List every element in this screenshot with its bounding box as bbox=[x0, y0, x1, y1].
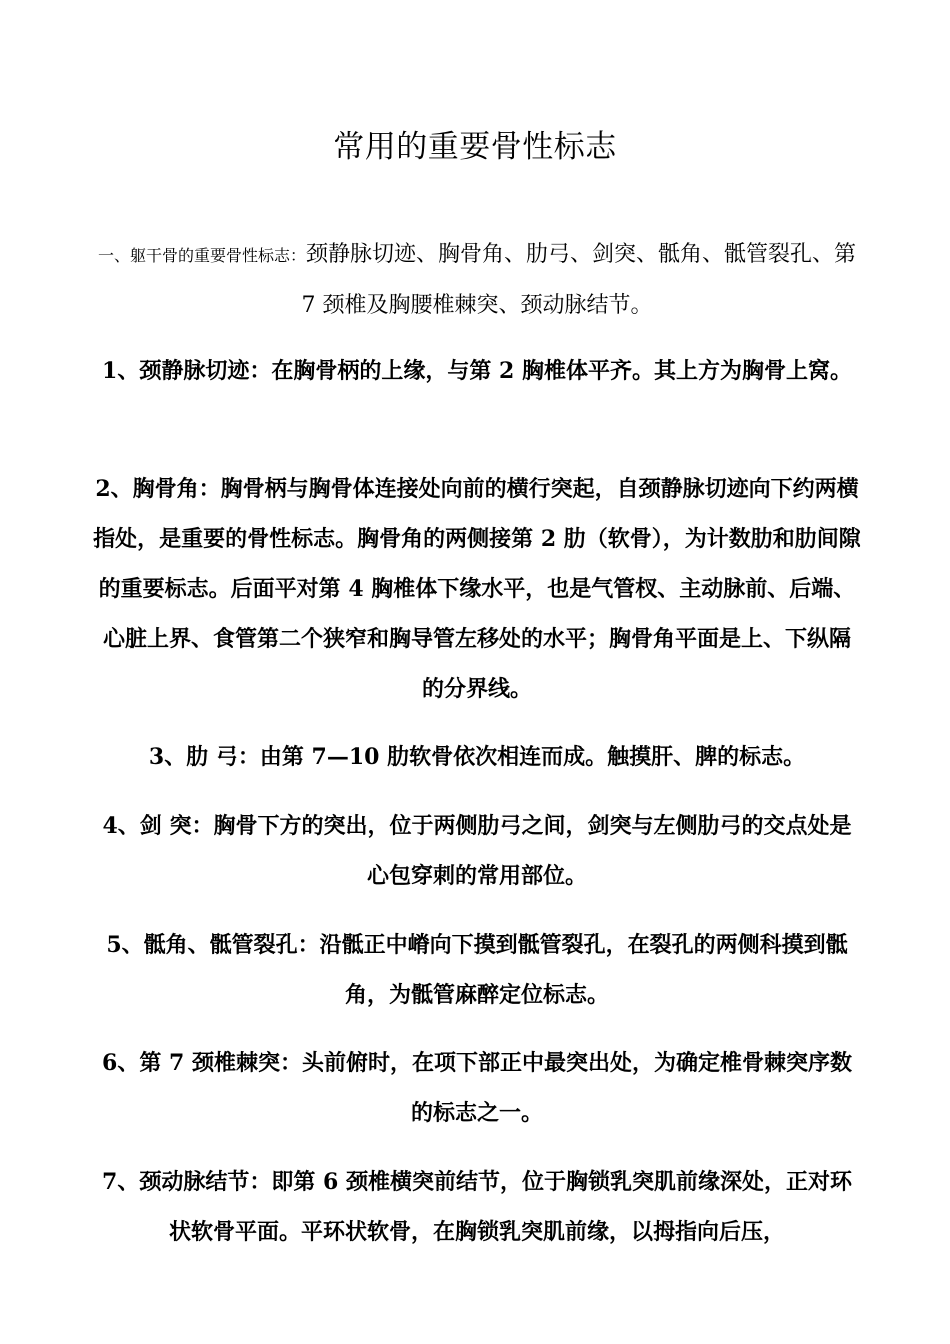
item-sacral-hiatus bbox=[93, 920, 861, 1020]
item-text: 即第 6 颈椎横突前结节，位于胸锁乳突肌前缘深处，正对环状软骨平面。平环状软骨，在胸锁乳突肌前缘，以拇指向后压， bbox=[168, 1169, 852, 1245]
item-label: 6、第 7 颈椎棘突： bbox=[102, 1050, 302, 1076]
section-heading-prefix: 一、躯干骨的重要骨性标志： bbox=[97, 246, 306, 265]
item-text: 由第 7—10 肋软骨依次相连而成。触摸肝、脾的标志。 bbox=[259, 744, 806, 770]
item-xiphoid-process bbox=[93, 801, 861, 901]
page-title: 常用的重要骨性标志 bbox=[333, 128, 617, 165]
item-sternal-angle bbox=[93, 464, 861, 714]
section-heading-list: 颈静脉切迹、胸骨角、肋弓、剑突、骶角、骶管裂孔、第 7 颈椎及胸腰椎棘突、颈动脉结节。 bbox=[301, 242, 857, 318]
item-label: 1、颈静脉切迹： bbox=[102, 358, 272, 384]
item-text: 沿骶正中嵴向下摸到骶管裂孔，在裂孔的两侧科摸到骶角，为骶管麻醉定位标志。 bbox=[319, 932, 848, 1008]
item-c7-spinous-process bbox=[93, 1038, 861, 1138]
item-costal-arch bbox=[93, 732, 861, 782]
item-text: 在胸骨柄的上缘，与第 2 胸椎体平齐。其上方为胸骨上窝。 bbox=[271, 358, 852, 384]
item-label: 7、颈动脉结节： bbox=[102, 1169, 272, 1195]
item-label: 5、骶角、骶管裂孔： bbox=[106, 932, 320, 958]
section-heading-trunk-bones bbox=[93, 230, 861, 331]
item-text: 头前俯时，在项下部正中最突出处，为确定椎骨棘突序数的标志之一。 bbox=[301, 1050, 852, 1126]
item-text: 胸骨下方的突出，位于两侧肋弓之间，剑突与左侧肋弓的交点处是心包穿刺的常用部位。 bbox=[213, 813, 852, 889]
item-label: 4、剑 突： bbox=[102, 813, 214, 839]
item-jugular-notch bbox=[93, 346, 861, 396]
item-carotid-tubercle bbox=[93, 1157, 861, 1257]
item-text: 胸骨柄与胸骨体连接处向前的横行突起，自颈静脉切迹向下约两横指处，是重要的骨性标志。胸骨角的两侧接第 2 肋（软骨），为计数肋和肋间隙的重要标志。后面平对第 4 胸椎体下缘水平，也是气管杈、主动脉前、后端、心脏上界、食管第二个狭窄和胸导管左移处的水平；胸骨角平面是上、下纵隔的分界线。 bbox=[93, 476, 861, 702]
item-label: 2、胸骨角： bbox=[95, 476, 221, 502]
item-label: 3、肋 弓： bbox=[148, 744, 260, 770]
